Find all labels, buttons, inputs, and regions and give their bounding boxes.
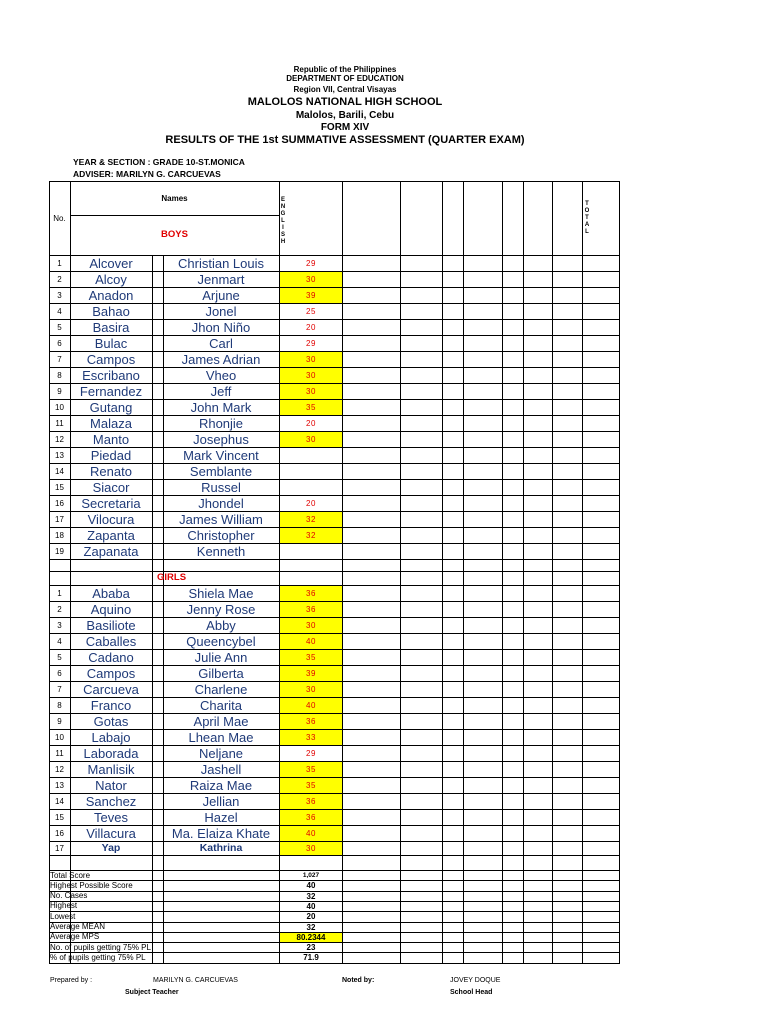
row-number: 16	[55, 498, 64, 508]
english-score: 30	[280, 432, 342, 447]
student-first-name: Semblante	[189, 463, 253, 479]
student-first-name: Raiza Mae	[189, 777, 253, 793]
boys-section-label: BOYS	[161, 229, 188, 240]
english-score: 36	[280, 714, 342, 729]
student-first-name: Arjune	[202, 287, 240, 303]
student-first-name: Carl	[209, 335, 233, 351]
summary-value: 71.9	[303, 953, 319, 963]
student-first-name: Jenny Rose	[186, 601, 256, 617]
student-last-name: Renato	[90, 463, 132, 479]
summary-label: Highest	[50, 901, 78, 911]
english-score: 32	[280, 512, 342, 527]
summary-value: 40	[306, 881, 316, 891]
student-first-name: Jonel	[205, 303, 237, 319]
english-score: 30	[280, 384, 342, 399]
english-score: 30	[280, 272, 342, 287]
student-last-name: Gutang	[89, 399, 133, 415]
english-score: 29	[306, 259, 316, 268]
row-number: 8	[57, 700, 62, 710]
row-number: 6	[57, 668, 62, 678]
row-number: 14	[55, 466, 64, 476]
english-score: 39	[280, 666, 342, 681]
student-first-name: Neljane	[198, 745, 244, 761]
student-last-name: Aquino	[90, 601, 132, 617]
student-last-name: Sanchez	[85, 793, 137, 809]
english-score: 36	[280, 794, 342, 809]
student-last-name: Escribano	[82, 367, 140, 383]
student-last-name: Yap	[101, 842, 121, 854]
row-number: 5	[57, 652, 62, 662]
region-line: Region VII, Central Visayas	[293, 85, 397, 94]
row-number: 8	[57, 370, 62, 380]
english-score: 40	[280, 698, 342, 713]
english-score: 25	[306, 307, 316, 316]
row-number: 4	[57, 636, 62, 646]
summary-value: 23	[306, 943, 316, 953]
student-last-name: Gotas	[93, 713, 129, 729]
english-score: 35	[280, 650, 342, 665]
summary-label: Total Score	[50, 870, 91, 880]
row-number: 17	[55, 514, 64, 524]
student-last-name: Campos	[86, 665, 136, 681]
student-last-name: Carcueva	[83, 681, 139, 697]
republic-line: Republic of the Philippines	[293, 65, 397, 74]
row-number: 12	[55, 764, 64, 774]
row-number: 3	[57, 620, 62, 630]
row-number: 7	[57, 684, 62, 694]
english-score: 29	[306, 749, 316, 758]
student-first-name: Julie Ann	[194, 649, 248, 665]
girls-section-label: GIRLS	[157, 572, 187, 583]
row-number: 17	[55, 843, 64, 853]
english-score: 36	[280, 586, 342, 601]
student-first-name: Shiela Mae	[188, 585, 254, 601]
summary-value: 32	[306, 922, 316, 932]
noted-by-label: Noted by:	[342, 977, 375, 984]
department-line: DEPARTMENT OF EDUCATION	[286, 74, 404, 83]
english-score: 35	[280, 400, 342, 415]
summary-label: Highest Possible Score	[50, 880, 133, 890]
student-first-name: Christian Louis	[178, 255, 264, 271]
student-first-name: Queencybel	[186, 633, 256, 649]
student-last-name: Alcoy	[95, 271, 127, 287]
row-number: 16	[55, 828, 64, 838]
student-first-name: Ma. Elaiza Khate	[171, 825, 271, 841]
table-top-border	[49, 181, 619, 182]
student-last-name: Anadon	[88, 287, 134, 303]
report-title: RESULTS OF THE 1st SUMMATIVE ASSESSMENT (QUARTER EXAM)	[165, 134, 525, 146]
row-number: 5	[57, 322, 62, 332]
row-number: 11	[55, 418, 64, 428]
english-score: 36	[280, 810, 342, 825]
english-score: 30	[280, 352, 342, 367]
row-number: 2	[57, 604, 62, 614]
english-score: 35	[280, 762, 342, 777]
english-score: 30	[280, 368, 342, 383]
student-first-name: Kathrina	[199, 842, 243, 854]
summary-value: 32	[306, 891, 316, 901]
student-first-name: James Adrian	[181, 351, 261, 367]
student-last-name: Piedad	[90, 447, 132, 463]
row-number: 19	[55, 546, 64, 556]
english-score	[280, 544, 342, 559]
noted-by-role: School Head	[450, 989, 493, 996]
row-number: 10	[55, 732, 64, 742]
english-score: 33	[280, 730, 342, 745]
student-first-name: John Mark	[190, 399, 252, 415]
student-first-name: Rhonjie	[198, 415, 244, 431]
prepared-by-name: MARILYN G. CARCUEVAS	[153, 977, 238, 984]
student-first-name: Kenneth	[196, 543, 246, 559]
names-header-divider	[70, 215, 279, 216]
row-number: 15	[55, 812, 64, 822]
student-last-name: Zapanta	[87, 527, 135, 543]
school-name: MALOLOS NATIONAL HIGH SCHOOL	[247, 96, 443, 108]
student-first-name: Russel	[201, 479, 241, 495]
summary-label: Lowest	[50, 911, 76, 921]
student-last-name: Siacor	[92, 479, 130, 495]
student-last-name: Cadano	[88, 649, 134, 665]
prepared-by-label: Prepared by :	[50, 977, 93, 984]
row-number: 13	[55, 780, 64, 790]
student-last-name: Manlisik	[87, 761, 135, 777]
english-score	[280, 480, 342, 495]
adviser: ADVISER: MARILYN G. CARCUEVAS	[73, 169, 221, 179]
student-last-name: Ababa	[92, 585, 130, 601]
student-last-name: Franco	[90, 697, 132, 713]
summary-value: 20	[306, 912, 316, 922]
student-first-name: Lhean Mae	[188, 729, 254, 745]
row-number: 14	[55, 796, 64, 806]
english-score: 20	[306, 499, 316, 508]
row-line	[49, 559, 619, 560]
student-first-name: Charita	[200, 697, 242, 713]
student-last-name: Malaza	[90, 415, 132, 431]
student-first-name: Abby	[206, 617, 236, 633]
student-last-name: Campos	[86, 351, 136, 367]
row-number: 10	[55, 402, 64, 412]
student-last-name: Vilocura	[87, 511, 135, 527]
noted-by-name: JOVEY DOQUE	[450, 977, 501, 984]
summary-label: No. of pupils getting 75% PL	[50, 942, 151, 952]
row-number: 12	[55, 434, 64, 444]
student-last-name: Labajo	[91, 729, 131, 745]
student-first-name: Hazel	[204, 809, 238, 825]
summary-value: 80.2344	[280, 933, 342, 942]
student-first-name: Josephus	[193, 431, 249, 447]
student-last-name: Nator	[95, 777, 127, 793]
student-last-name: Caballes	[85, 633, 137, 649]
row-number: 18	[55, 530, 64, 540]
english-score: 30	[280, 842, 342, 855]
student-last-name: Manto	[92, 431, 130, 447]
row-number: 13	[55, 450, 64, 460]
student-first-name: Jeff	[210, 383, 232, 399]
row-number: 3	[57, 290, 62, 300]
english-score: 20	[306, 419, 316, 428]
row-number: 1	[57, 588, 62, 598]
english-score: 30	[280, 682, 342, 697]
english-score: 36	[280, 602, 342, 617]
english-score: 30	[280, 618, 342, 633]
summary-label: Average MEAN	[50, 922, 105, 931]
summary-label: No. Cases	[50, 891, 88, 901]
row-number: 6	[57, 338, 62, 348]
student-last-name: Basira	[92, 319, 130, 335]
student-first-name: Jenmart	[197, 271, 245, 287]
student-first-name: Jhon Niño	[191, 319, 251, 335]
row-number: 9	[57, 716, 62, 726]
student-first-name: Jashell	[200, 761, 242, 777]
summary-row-line	[49, 963, 619, 964]
student-last-name: Zapanata	[83, 543, 139, 559]
student-last-name: Fernandez	[79, 383, 143, 399]
row-line	[49, 571, 619, 572]
row-number: 4	[57, 306, 62, 316]
english-score	[280, 448, 342, 463]
student-last-name: Bahao	[92, 303, 130, 319]
row-number: 2	[57, 274, 62, 284]
summary-value: 40	[306, 901, 316, 911]
summary-label: % of pupils getting 75% PL	[50, 952, 146, 962]
student-first-name: Jellian	[202, 793, 240, 809]
student-last-name: Bulac	[94, 335, 128, 351]
names-column-header: Names	[161, 193, 188, 203]
col-line-last	[152, 255, 153, 963]
summary-label: Average MPS	[50, 932, 100, 942]
student-first-name: Vheo	[205, 367, 237, 383]
student-first-name: Charlene	[194, 681, 248, 697]
student-last-name: Villacura	[86, 825, 136, 841]
row-number: 11	[55, 748, 64, 758]
english-score: 40	[280, 634, 342, 649]
row-number: 7	[57, 354, 62, 364]
total-column-header: T O T A L	[584, 201, 590, 235]
student-last-name: Laborada	[83, 745, 139, 761]
summary-value: 1,027	[302, 872, 320, 879]
no-column-header: No.	[53, 213, 66, 223]
english-score	[280, 464, 342, 479]
prepared-by-role: Subject Teacher	[125, 989, 179, 996]
english-score: 35	[280, 778, 342, 793]
english-score: 40	[280, 826, 342, 841]
row-line	[49, 855, 619, 856]
english-score: 29	[306, 339, 316, 348]
student-last-name: Basiliote	[86, 617, 136, 633]
student-first-name: James William	[179, 511, 263, 527]
row-number: 1	[57, 258, 62, 268]
form-number: FORM XIV	[320, 122, 370, 133]
student-first-name: April Mae	[193, 713, 249, 729]
student-last-name: Alcover	[89, 255, 133, 271]
year-section: YEAR & SECTION : GRADE 10-ST.MONICA	[73, 157, 245, 167]
row-number: 15	[55, 482, 64, 492]
student-first-name: Christopher	[187, 527, 255, 543]
table-right-border	[619, 181, 620, 964]
student-first-name: Gilberta	[198, 665, 244, 681]
english-score: 32	[280, 528, 342, 543]
english-score: 39	[280, 288, 342, 303]
english-subject-header: E N G L I S H	[280, 197, 286, 245]
student-first-name: Jhondel	[198, 495, 244, 511]
student-last-name: Teves	[94, 809, 128, 825]
student-last-name: Secretaria	[81, 495, 141, 511]
student-first-name: Mark Vincent	[183, 447, 259, 463]
school-address: Malolos, Barili, Cebu	[295, 110, 395, 121]
row-number: 9	[57, 386, 62, 396]
english-score: 20	[306, 323, 316, 332]
